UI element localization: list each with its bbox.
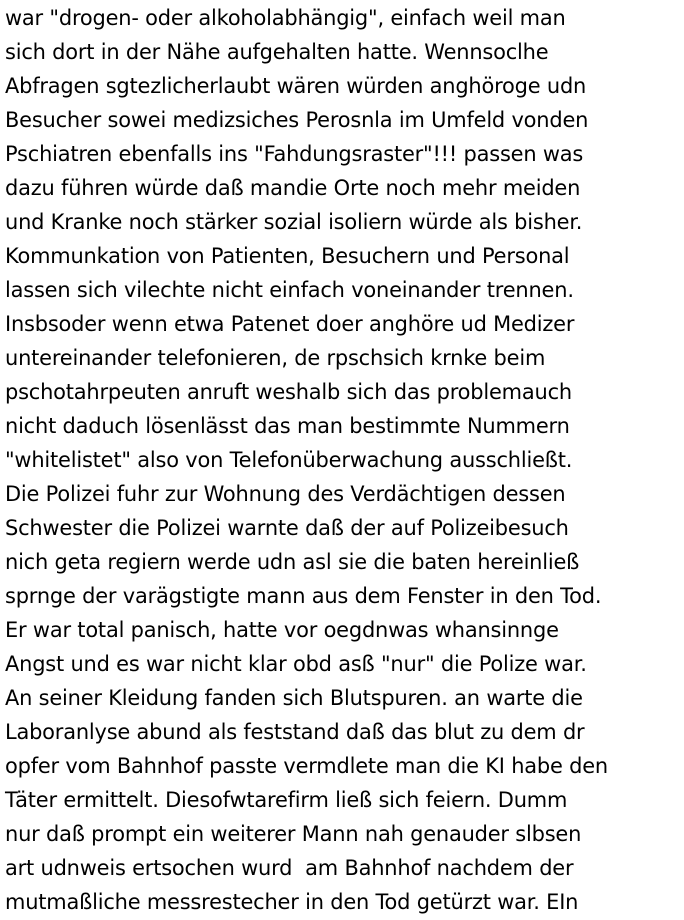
text-line: Besucher sowei medizsiches Perosnla im Umfeld vonden (5, 108, 589, 132)
text-line: Insbsoder wenn etwa Patenet doer anghöre ud Medizer (5, 312, 575, 336)
text-line: Die Polizei fuhr zur Wohnung des Verdächtigen dessen (5, 482, 566, 506)
text-line: dazu führen würde daß mandie Orte noch mehr meiden (5, 176, 581, 200)
text-line: pschotahrpeuten anruft weshalb sich das problemauch (5, 380, 572, 404)
text-line: sprnge der varägstigte mann aus dem Fenster in den Tod. (5, 584, 602, 608)
text-line: mutmaßliche messrestecher in den Tod getürzt war. EIn (5, 890, 579, 914)
text-line: "whitelistet" also von Telefonüberwachung ausschließt. (5, 448, 573, 472)
text-line: nur daß prompt ein weiterer Mann nah genauder slbsen (5, 822, 582, 846)
text-line: Pschiatren ebenfalls ins "Fahdungsraster"!!! passen was (5, 142, 584, 166)
text-line: nich geta regiern werde udn asl sie die baten hereinließ (5, 550, 580, 574)
text-line: untereinander telefonieren, de rpschsich krnke beim (5, 346, 546, 370)
text-line: opfer vom Bahnhof passte vermdlete man die KI habe den (5, 754, 608, 778)
text-line: Angst und es war nicht klar obd asß "nur" die Polize war. (5, 652, 587, 676)
text-line: An seiner Kleidung fanden sich Blutspuren. an warte die (5, 686, 583, 710)
text-line: sich dort in der Nähe aufgehalten hatte. Wennsoclhe (5, 40, 549, 64)
document-text (5, 1, 684, 919)
text-line: war "drogen- oder alkoholabhängig", einfach weil man (5, 6, 566, 30)
text-line: Er war total panisch, hatte vor oegdnwas whansinnge (5, 618, 559, 642)
text-line: Täter ermittelt. Diesofwtarefirm ließ sich feiern. Dumm (5, 788, 568, 812)
text-line: Kommunkation von Patienten, Besuchern und Personal (5, 244, 570, 268)
text-line: art udnweis ertsochen wurd am Bahnhof nachdem der (5, 856, 574, 880)
text-line: Laboranlyse abund als feststand daß das blut zu dem dr (5, 720, 585, 744)
text-line: Schwester die Polizei warnte daß der auf Polizeibesuch (5, 516, 569, 540)
text-line: lassen sich vilechte nicht einfach voneinander trennen. (5, 278, 574, 302)
text-line: und Kranke noch stärker sozial isoliern würde als bisher. (5, 210, 583, 234)
text-line: nicht daduch lösenlässt das man bestimmte Nummern (5, 414, 570, 438)
text-line: Abfragen sgtezlicherlaubt wären würden anghöroge udn (5, 74, 587, 98)
